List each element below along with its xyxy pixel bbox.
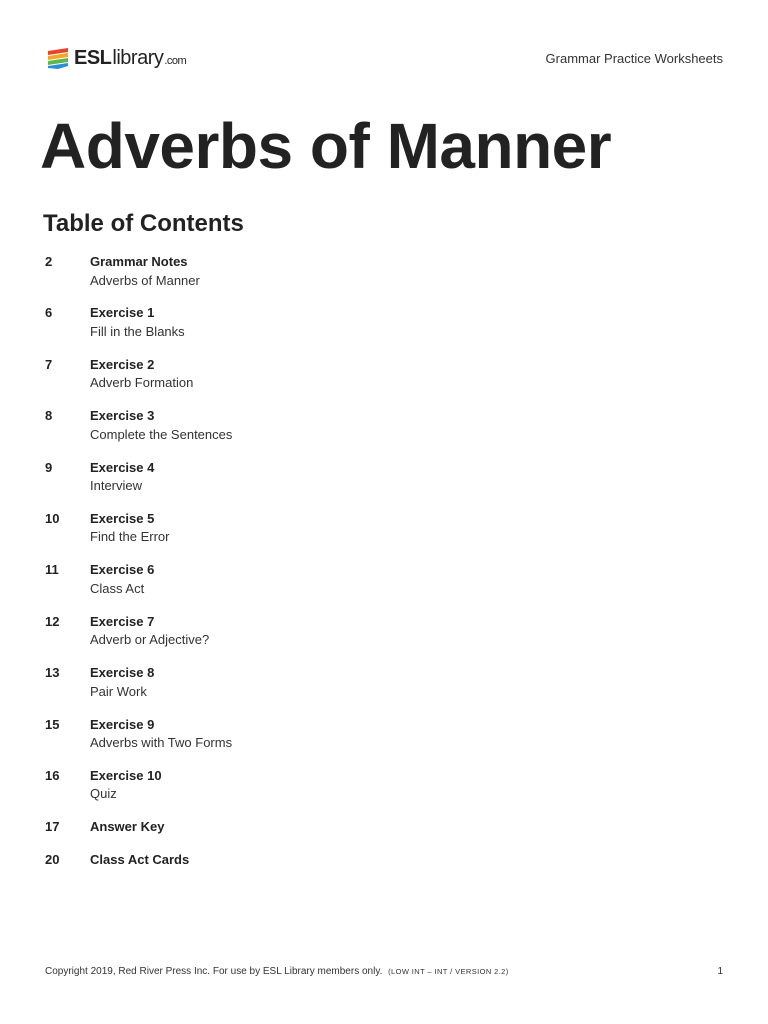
toc-title: Exercise 3	[90, 408, 155, 424]
book-stack-icon	[45, 45, 71, 71]
toc-entry[interactable]	[45, 459, 705, 510]
toc-title: Exercise 6	[90, 562, 155, 578]
logo-wordmark	[74, 47, 186, 70]
page-footer	[45, 966, 723, 977]
toc-subtitle: Class Act	[90, 580, 145, 596]
toc-page-number: 13	[45, 665, 60, 681]
toc-entry[interactable]	[45, 613, 705, 664]
toc-page-number: 17	[45, 819, 60, 835]
toc-subtitle: Interview	[90, 478, 143, 494]
toc-heading: Table of Contents	[43, 210, 244, 237]
toc-subtitle: Fill in the Blanks	[90, 323, 185, 339]
toc-page-number: 20	[45, 852, 60, 868]
toc-entry[interactable]	[45, 253, 705, 304]
toc-entry[interactable]	[45, 767, 705, 818]
toc-entry[interactable]	[45, 407, 705, 458]
toc-entry[interactable]	[45, 716, 705, 767]
toc-subtitle: Pair Work	[90, 683, 147, 699]
toc-page-number: 16	[45, 767, 60, 783]
page-title: Adverbs of Manner	[40, 110, 612, 182]
series-label: Grammar Practice Worksheets	[545, 51, 723, 66]
toc-subtitle: Adverb or Adjective?	[90, 632, 210, 648]
logo-esl: ESL	[74, 46, 112, 69]
toc-page-number: 9	[45, 459, 53, 475]
toc-title: Exercise 10	[90, 767, 162, 783]
toc-page-number: 7	[45, 356, 53, 372]
table-of-contents	[45, 253, 705, 884]
toc-page-number: 8	[45, 408, 53, 424]
toc-entry[interactable]	[45, 356, 705, 407]
page-number: 1	[717, 966, 723, 977]
toc-subtitle: Adverbs with Two Forms	[90, 735, 233, 751]
toc-entry[interactable]	[45, 818, 705, 851]
toc-entry[interactable]	[45, 851, 705, 884]
toc-entry[interactable]	[45, 561, 705, 612]
toc-title: Grammar Notes	[90, 254, 188, 269]
logo-library: library	[112, 46, 164, 69]
logo-com: .com	[164, 54, 187, 67]
esl-library-logo	[45, 44, 186, 72]
toc-subtitle: Find the Error	[90, 529, 170, 545]
toc-title: Answer Key	[90, 819, 165, 835]
toc-page-number: 2	[45, 254, 53, 269]
level-version-label: (LOW INT – INT / VERSION 2.2)	[388, 967, 509, 976]
toc-entry[interactable]	[45, 664, 705, 715]
toc-title: Exercise 4	[90, 459, 155, 475]
toc-page-number: 10	[45, 510, 60, 526]
toc-entry[interactable]	[45, 510, 705, 561]
toc-entry[interactable]	[45, 304, 705, 355]
toc-title: Exercise 7	[90, 613, 155, 629]
toc-title: Exercise 5	[90, 510, 155, 526]
toc-title: Exercise 9	[90, 716, 155, 732]
toc-page-number: 11	[45, 562, 59, 578]
toc-subtitle: Adverb Formation	[90, 375, 194, 391]
toc-title: Exercise 8	[90, 665, 155, 681]
toc-page-number: 15	[45, 716, 60, 732]
copyright-text: Copyright 2019, Red River Press Inc. For use by ESL Library members only.	[45, 966, 383, 977]
toc-page-number: 6	[45, 305, 53, 321]
toc-title: Class Act Cards	[90, 852, 190, 868]
toc-title: Exercise 2	[90, 356, 155, 372]
toc-subtitle: Quiz	[90, 786, 117, 802]
toc-page-number: 12	[45, 613, 60, 629]
toc-subtitle: Complete the Sentences	[90, 426, 233, 442]
toc-title: Exercise 1	[90, 305, 155, 321]
toc-subtitle: Adverbs of Manner	[90, 272, 200, 288]
page-header	[45, 44, 723, 74]
